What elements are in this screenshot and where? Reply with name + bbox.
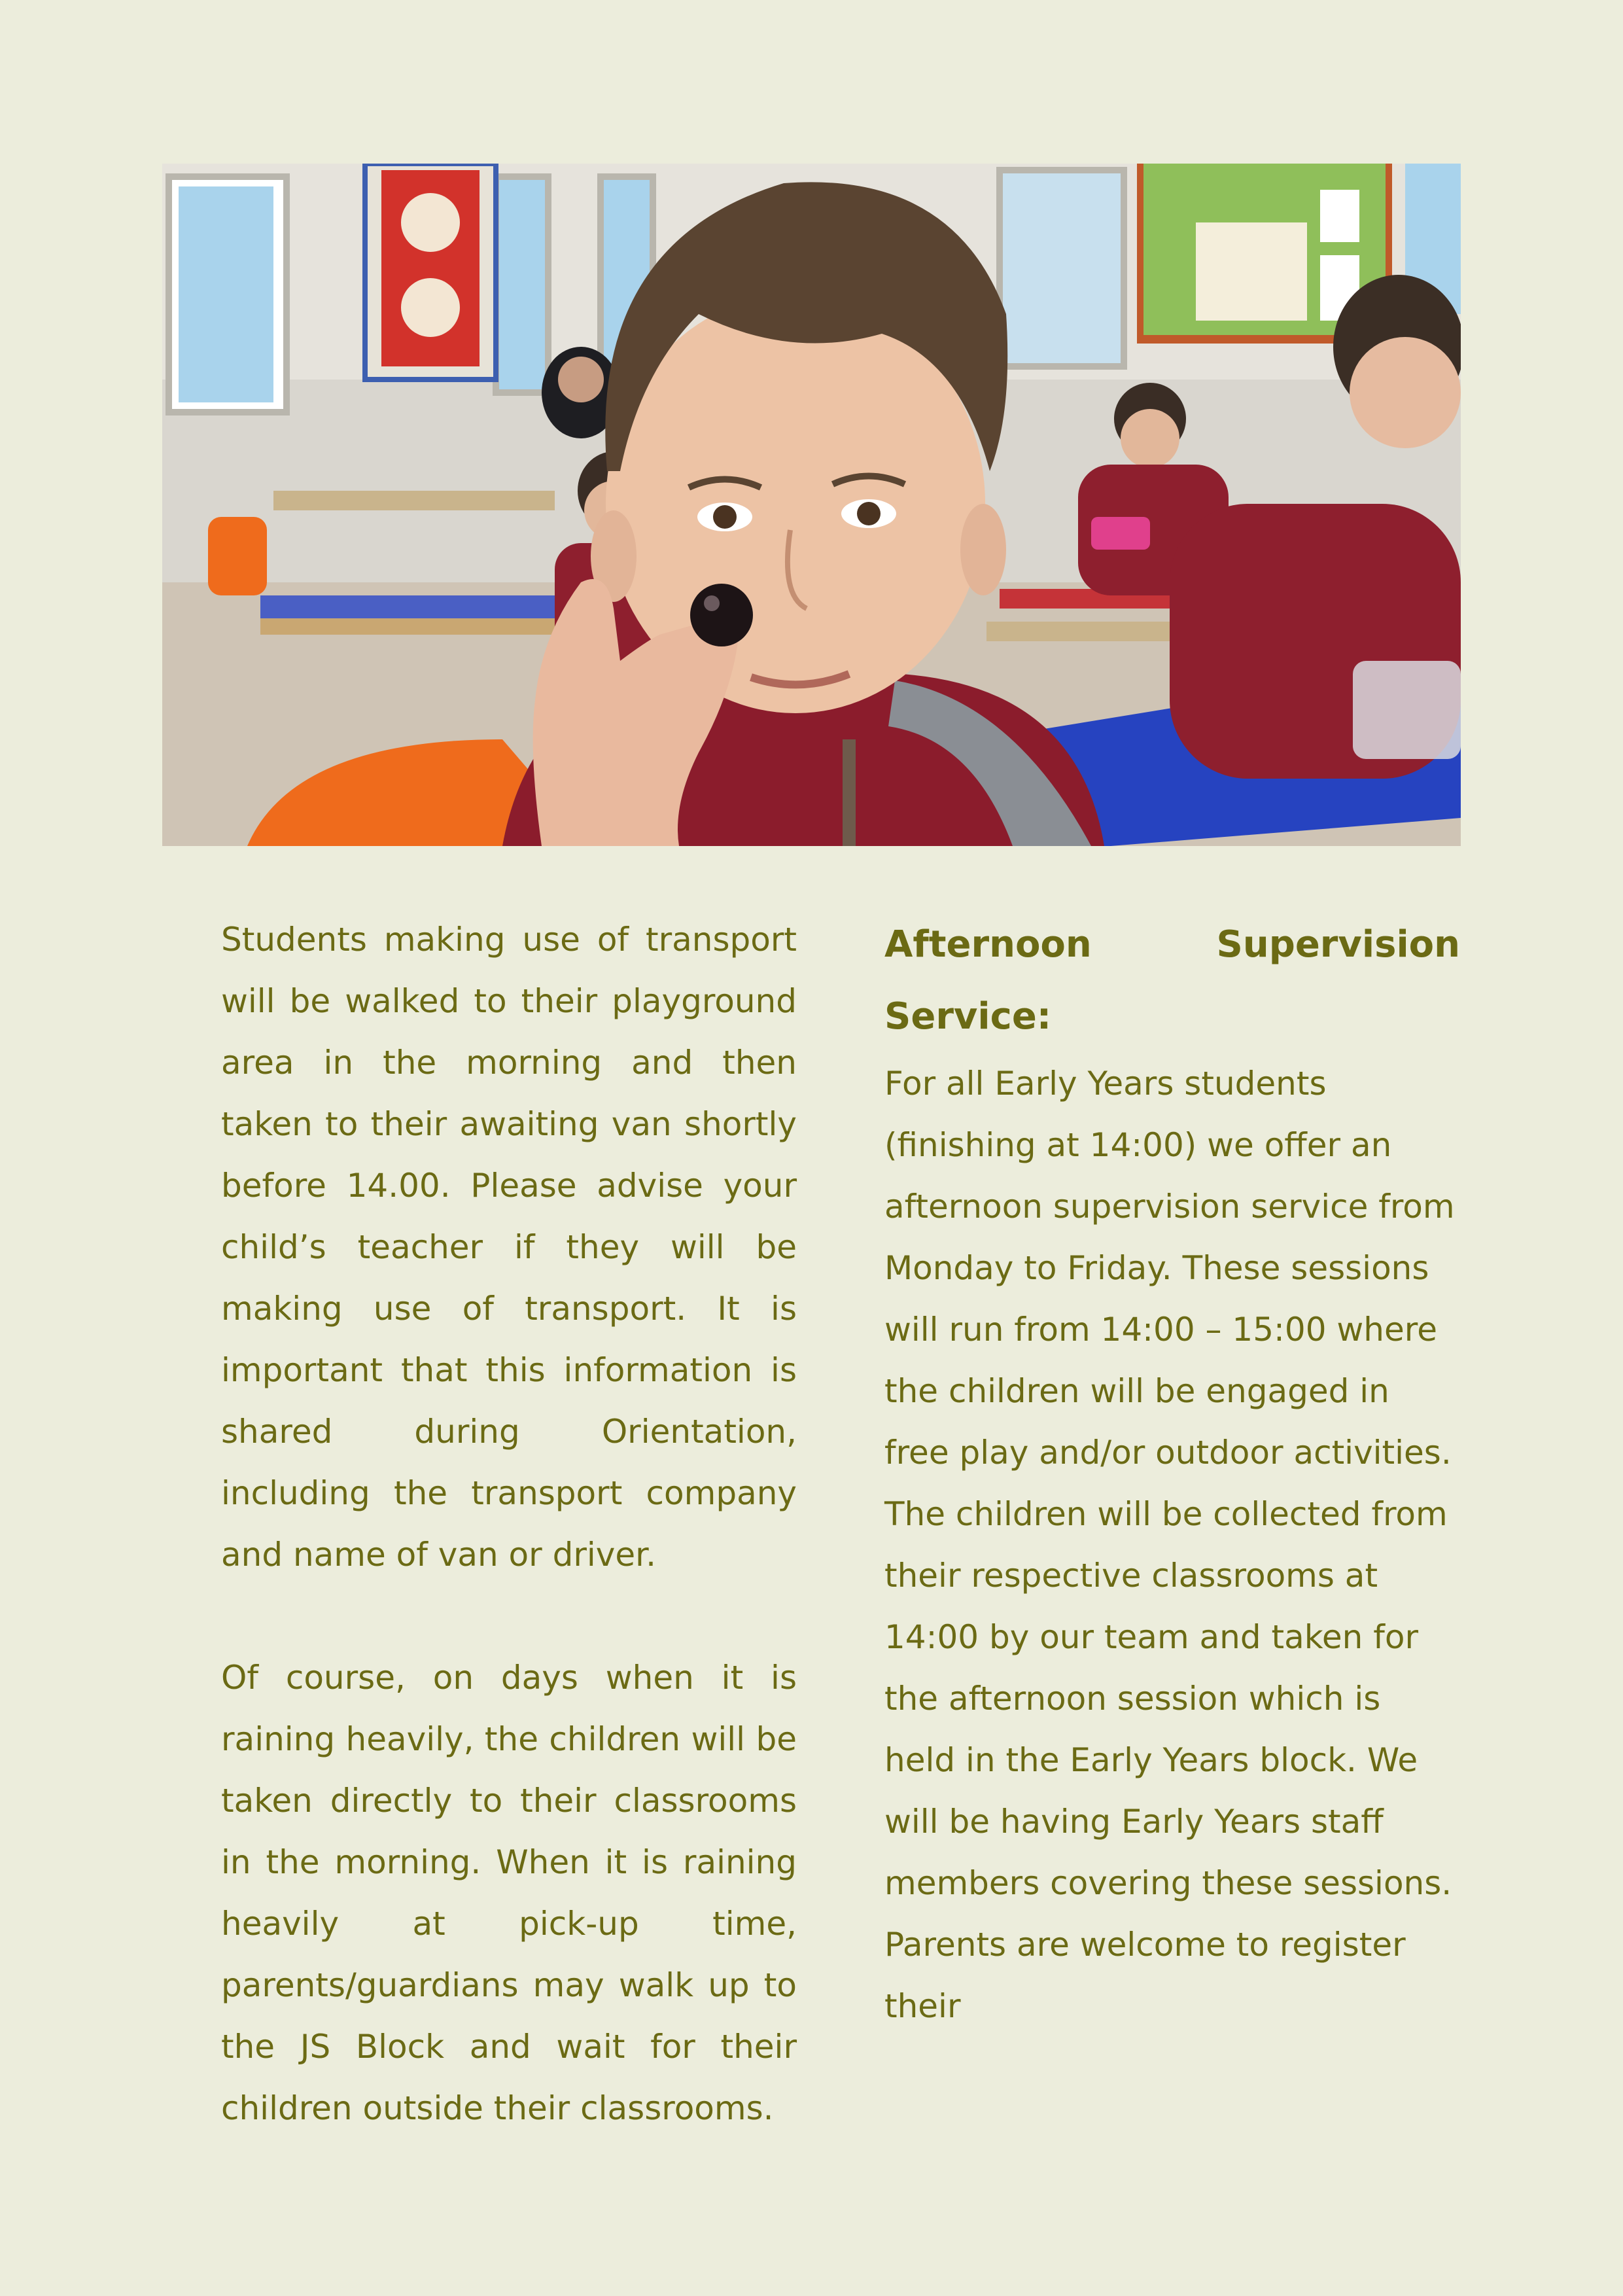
rain-paragraph: Of course, on days when it is raining heavily, the children will be taken directly to their classrooms in the morning. When it is raining heavily at pick-up time, parents/guardians may walk up to the JS Block and wait for their children outside their classrooms. bbox=[221, 1659, 797, 2127]
classroom-photo bbox=[162, 164, 1461, 846]
left-column bbox=[221, 909, 797, 2139]
transport-paragraph: Students making use of transport will be walked to their playground area in the morning and then taken to their awaiting van shortly before 14.00. Please advise your child’s teacher if they will be making use of transport. It is important that this information is shared during Orientation, including the transport company and name of van or driver. bbox=[221, 921, 797, 1574]
right-column bbox=[884, 909, 1460, 2037]
supervision-paragraph: For all Early Years students (finishing at 14:00) we offer an afternoon supervision service from Monday to Friday. These sessions will run from 14:00 – 15:00 where the children will be engaged in free play and/or outdoor activities. The children will be collected from their respective classrooms at 14:00 by our team and taken for the afternoon session which is held in the Early Years block. We will be having Early Years staff members covering these sessions. Parents are welcome to register their bbox=[884, 1065, 1455, 2025]
section-heading: Afternoon Supervision Service: bbox=[884, 923, 1460, 1038]
